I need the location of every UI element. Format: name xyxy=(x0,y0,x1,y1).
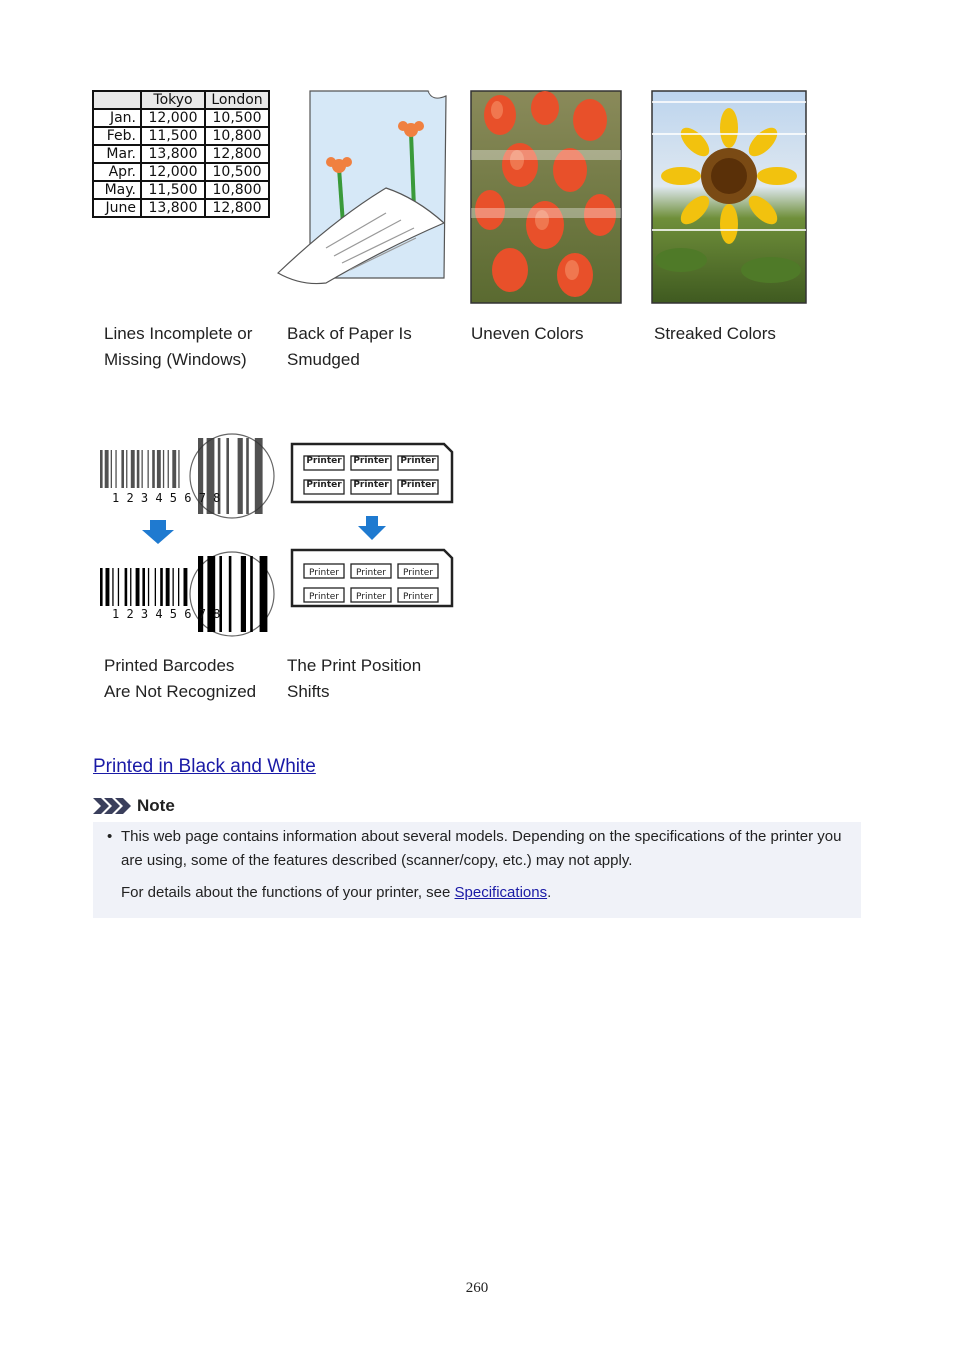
barcode-bar xyxy=(168,450,169,488)
printer-label-text: Printer xyxy=(353,456,389,466)
table-value-cell: 10,800 xyxy=(205,181,269,199)
printer-label-text: Printer xyxy=(353,480,389,490)
table-month-cell: Apr. xyxy=(93,163,141,181)
table-month-cell: June xyxy=(93,199,141,217)
specifications-link[interactable]: Specifications xyxy=(454,884,548,901)
barcode-bar xyxy=(255,438,263,514)
table-month-cell: Jan. xyxy=(93,109,141,127)
barcode-bar xyxy=(166,568,170,606)
table-row xyxy=(93,199,269,217)
barcode-bar xyxy=(111,450,112,488)
printer-label-text: Printer xyxy=(356,568,386,578)
table-header-tokyo: Tokyo xyxy=(141,91,205,109)
printer-label-text: Printer xyxy=(306,480,342,490)
table-header-london: London xyxy=(205,91,269,109)
printer-label-text: Printer xyxy=(306,456,342,466)
barcode-bar xyxy=(148,450,149,488)
barcode-bar xyxy=(229,556,232,632)
note-bullet: • xyxy=(107,828,113,845)
barcode-bar xyxy=(105,450,109,488)
sunflower-photo xyxy=(651,90,807,304)
table-month-cell: Feb. xyxy=(93,127,141,145)
note-chevrons-icon xyxy=(93,798,131,814)
table-value-cell: 11,500 xyxy=(141,127,205,145)
table-value-cell: 12,000 xyxy=(141,163,205,181)
table-value-cell: 11,500 xyxy=(141,181,205,199)
caption-print-position: The Print Position Shifts xyxy=(287,656,422,701)
barcode-bar xyxy=(178,450,179,488)
barcode-bar xyxy=(152,450,155,488)
lines-incomplete-table-image xyxy=(92,90,270,218)
page-number: 260 xyxy=(465,1280,489,1296)
printer-label-text: Printer xyxy=(403,568,433,578)
note-box xyxy=(93,822,861,918)
table-value-cell: 10,800 xyxy=(205,127,269,145)
caption-barcodes: Printed Barcodes Are Not Recognized xyxy=(104,656,257,701)
table-value-cell: 12,800 xyxy=(205,145,269,163)
barcode-bar xyxy=(226,438,229,514)
printer-label-text: Printer xyxy=(403,592,433,602)
barcode-bar xyxy=(100,568,103,606)
barcode-bar xyxy=(163,450,164,488)
barcode-bar xyxy=(173,568,174,606)
table-value-cell: 10,500 xyxy=(205,109,269,127)
barcode-bar xyxy=(155,568,156,606)
printer-label-text: Printer xyxy=(400,456,436,466)
barcode-digits-top: 1 2 3 4 5 6 7 8 xyxy=(112,491,221,505)
barcode-bar xyxy=(131,450,135,488)
printed-in-black-and-white-link[interactable]: Printed in Black and White xyxy=(93,756,316,777)
caption-streaked-colors: Streaked Colors xyxy=(654,324,776,343)
barcode-bar xyxy=(118,568,119,606)
smudged-paper-image xyxy=(276,88,448,308)
table-month-cell: May. xyxy=(93,181,141,199)
table-row xyxy=(93,145,269,163)
table-row xyxy=(93,109,269,127)
barcode-bar xyxy=(112,568,113,606)
table-value-cell: 13,800 xyxy=(141,145,205,163)
table-value-cell: 13,800 xyxy=(141,199,205,217)
barcode-bar xyxy=(126,450,127,488)
barcode-bar xyxy=(260,556,268,632)
barcode-bar xyxy=(115,450,116,488)
barcode-bar xyxy=(121,450,124,488)
barcode-sharp xyxy=(100,568,187,606)
barcode-bar xyxy=(178,568,179,606)
barcode-bar xyxy=(157,450,161,488)
caption-back-smudged: Back of Paper Is Smudged xyxy=(287,324,412,369)
barcode-bar xyxy=(125,568,128,606)
table-value-cell: 10,500 xyxy=(205,163,269,181)
printer-label-text: Printer xyxy=(309,568,339,578)
barcode-bar xyxy=(100,450,103,488)
print-position-image xyxy=(288,440,456,620)
barcode-bar xyxy=(136,568,140,606)
note-paragraph-details: For details about the functions of your printer, see Specifications. xyxy=(121,884,552,901)
table-month-cell: Mar. xyxy=(93,145,141,163)
table-row xyxy=(93,181,269,199)
caption-lines-incomplete: Lines Incomplete or Missing (Windows) xyxy=(104,324,253,369)
barcode-bar xyxy=(142,450,143,488)
printer-label-text: Printer xyxy=(356,592,386,602)
barcode-blurred xyxy=(100,450,180,488)
barcode-bar xyxy=(130,568,131,606)
barcode-bar xyxy=(160,568,163,606)
caption-uneven-colors: Uneven Colors xyxy=(471,324,584,343)
barcodes-image xyxy=(94,420,278,646)
table-row xyxy=(93,163,269,181)
barcode-bar xyxy=(241,556,246,632)
barcode-bar xyxy=(137,450,140,488)
tulips-photo xyxy=(470,90,622,304)
printer-label-text: Printer xyxy=(309,592,339,602)
barcode-bar xyxy=(246,438,249,514)
arrow-down-icon xyxy=(142,520,174,544)
barcode-bar xyxy=(238,438,243,514)
barcode-bar xyxy=(142,568,145,606)
barcode-bar xyxy=(250,556,253,632)
arrow-down-icon xyxy=(358,516,386,540)
barcode-bar xyxy=(184,568,188,606)
barcode-bar xyxy=(172,450,176,488)
table-corner xyxy=(93,91,141,109)
table-value-cell: 12,000 xyxy=(141,109,205,127)
barcode-bar xyxy=(148,568,149,606)
barcode-digits-bottom: 1 2 3 4 5 6 7 8 xyxy=(112,607,221,621)
note-paragraph-models: This web page contains information about several models. Depending on the specifications of the printer you are using, some of the features described (scanner/copy, etc.) may not apply. xyxy=(121,828,842,869)
table-value-cell: 12,800 xyxy=(205,199,269,217)
barcode-bar xyxy=(106,568,110,606)
table-row xyxy=(93,127,269,145)
note-heading: Note xyxy=(93,795,175,817)
printer-label-text: Printer xyxy=(400,480,436,490)
